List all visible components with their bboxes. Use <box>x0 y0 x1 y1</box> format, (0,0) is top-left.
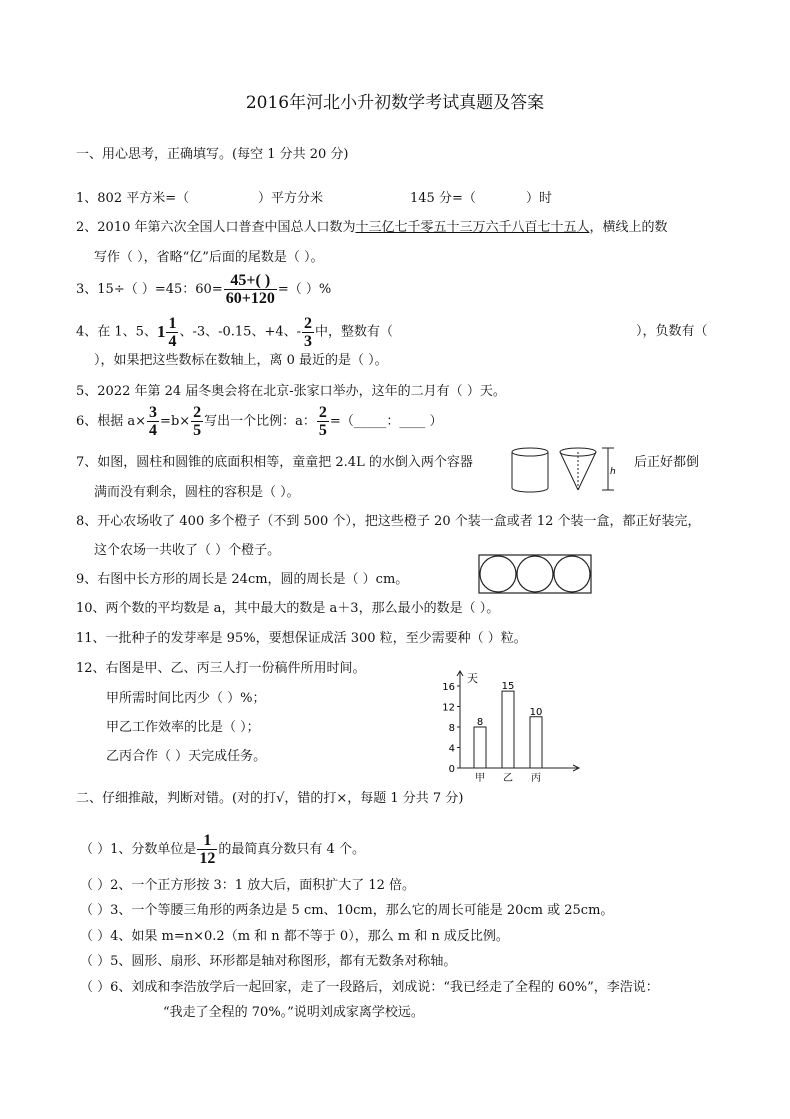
y-tick-label: 0 <box>448 764 455 775</box>
q4-text: 4、在 1、5、 <box>76 324 157 340</box>
q6-line <box>76 404 442 440</box>
j1-text: （ ）1、分数单位是 <box>80 842 197 857</box>
y-tick-label: 16 <box>442 682 455 693</box>
cone-left-edge <box>560 452 578 490</box>
q4-mixed-whole: 1 <box>156 322 166 341</box>
q4-mixed-fraction <box>166 315 178 350</box>
j1-den: 12 <box>199 850 216 867</box>
circle-2 <box>517 556 553 592</box>
bar-chart <box>438 668 588 786</box>
q6-f1-num: 3 <box>149 404 158 421</box>
q2-line2: 写作（ ），省略“亿”后面的尾数是（ ）。 <box>94 250 324 265</box>
bar-value-label: 8 <box>476 717 484 728</box>
q4-frac-num: 2 <box>304 314 313 332</box>
cylinder-top <box>512 448 548 456</box>
q8-line2: 这个农场一共收了（ ）个橙子。 <box>94 543 281 558</box>
bar-0 <box>474 727 486 768</box>
q4-line2: ），如果把这些数标在数轴上，离 0 最近的是（ ）。 <box>94 353 388 368</box>
q4-frac-den: 3 <box>304 332 313 350</box>
q2-text: 2、2010 年第六次全国人口普查中国总人口数为 <box>76 220 356 235</box>
cylinder-cone-figure <box>506 444 624 494</box>
bar-2 <box>530 717 542 768</box>
q1-part1: 1、802 平方米=（ <box>76 191 190 206</box>
q3-text: 3、15÷（ ）=45：60= <box>76 282 223 297</box>
y-tick-label: 8 <box>448 723 455 734</box>
q4-mixed-num: 1 <box>168 314 177 332</box>
q7-line1: 7、如图，圆柱和圆锥的底面积相等，童童把 2.4L 的水倒入两个容器 <box>76 455 473 470</box>
category-label: 乙 <box>503 773 513 784</box>
q2-text-end: ，横线上的数 <box>589 220 668 235</box>
y-tick-label: 12 <box>442 702 455 714</box>
q12-intro: 12、右图是甲、乙、丙三人打一份稿件所用时间。 <box>76 661 366 676</box>
q7-line1-end: 后正好都倒 <box>634 455 700 470</box>
q2-line1 <box>76 219 668 237</box>
j3: （ ）3、一个等腰三角形的两条边是 5 cm、10cm，那么它的周长可能是 20cm 或 25cm。 <box>80 903 614 918</box>
q3-fraction <box>224 272 277 307</box>
q6-fraction-2 <box>191 404 203 439</box>
q6-fraction-1 <box>147 404 159 439</box>
j4: （ ）4、如果 m=n×0.2（m 和 n 都不等于 0），那么 m 和 n 成反比例。 <box>80 929 509 944</box>
q3-line <box>76 272 331 308</box>
q6-text: 6、根据 a× <box>76 414 147 429</box>
cone-right-edge <box>578 452 596 490</box>
cylinder-bottom <box>512 488 548 492</box>
q2-underlined-number: 十三亿七千零五十三万六千八百七十五人 <box>355 220 590 235</box>
q6-f1-den: 4 <box>149 422 158 439</box>
q10: 10、两个数的平均数是 a，其中最大的数是 a＋3，那么最小的数是（ ）。 <box>76 601 500 616</box>
q3-text-end: =（ ）% <box>277 282 332 297</box>
q1-part4: ）时 <box>526 191 553 206</box>
section2-heading: 二、仔细推敲，判断对错。(对的打√，错的打×，每题 1 分共 7 分) <box>76 791 464 806</box>
q4-text-2: 、-3、-0.15、+4、- <box>179 324 302 340</box>
j6-line2: “我走了全程的 70%。”说明刘成家离学校远。 <box>163 1005 424 1020</box>
rectangle <box>479 555 591 593</box>
q4-line1 <box>76 314 393 351</box>
q3-denominator: 60+120 <box>225 290 275 307</box>
bar-value-label: 15 <box>501 681 515 693</box>
q6-fraction-3 <box>317 404 329 439</box>
category-label: 甲 <box>475 773 485 784</box>
category-label: 丙 <box>531 773 541 784</box>
bar-1 <box>502 691 514 768</box>
j2: （ ）2、一个正方形按 3：1 放大后，面积扩大了 12 倍。 <box>80 878 416 893</box>
q6-text-4: =（_____：____ ） <box>329 414 443 429</box>
q6-f2-den: 5 <box>193 422 202 439</box>
j1-text-end: 的最简真分数只有 4 个。 <box>218 842 365 857</box>
q6-f2-num: 2 <box>193 404 202 421</box>
q8-line1: 8、开心农场收了 400 多个橙子（不到 500 个），把这些橙子 20 个装一盒或者 12 个装一盒，都正好装完， <box>76 514 701 529</box>
q4-negatives: ），负数有（ <box>636 324 708 339</box>
q3-numerator: 45+( ) <box>224 272 277 290</box>
bar-value-label: 10 <box>529 706 543 718</box>
q6-f3-num: 2 <box>318 404 327 421</box>
j1 <box>80 832 365 868</box>
rectangle-circles-figure <box>478 554 594 596</box>
page-title: 2016年河北小升初数学考试真题及答案 <box>245 93 545 113</box>
q1-part2: ）平方分米 <box>258 191 324 206</box>
q12-b: 甲乙工作效率的比是（ ）； <box>106 720 260 735</box>
q5: 5、2022 年第 24 届冬奥会将在北京-张家口举办，这年的二月有（ ）天。 <box>76 384 506 399</box>
j1-num: 1 <box>197 832 217 850</box>
y-axis-label: 天 <box>467 672 478 685</box>
q4-text-3: 中，整数有（ <box>315 324 394 340</box>
q11: 11、一批种子的发芽率是 95%，要想保证成活 300 粒，至少需要种（ ）粒。 <box>76 631 527 646</box>
j1-fraction <box>197 832 217 867</box>
q12-a: 甲所需时间比丙少（ ）%； <box>106 691 266 706</box>
q9: 9、右图中长方形的周长是 24cm，圆的周长是（ ）cm。 <box>76 572 409 587</box>
circle-3 <box>554 556 590 592</box>
q6-text-2: =b× <box>160 414 191 429</box>
q6-text-3: 写出一个比例：a： <box>204 414 316 429</box>
q1-part3: 145 分=（ <box>410 191 476 206</box>
q6-f3-den: 5 <box>318 422 327 439</box>
q4-fraction <box>302 315 314 350</box>
j6-line1: （ ）6、刘成和李浩放学后一起回家，走了一段路后，刘成说：“我已经走了全程的 60%”，李浩说： <box>80 980 659 995</box>
height-label: h <box>610 467 616 477</box>
q12-c: 乙丙合作（ ）天完成任务。 <box>106 749 267 764</box>
q7-line2: 满而没有剩余，圆柱的容积是（ ）。 <box>94 485 300 500</box>
j5: （ ）5、圆形、扇形、环形都是轴对称图形，都有无数条对称轴。 <box>80 954 457 969</box>
y-tick-label: 4 <box>448 743 455 755</box>
circle-1 <box>480 556 516 592</box>
q4-mixed-den: 4 <box>168 332 177 350</box>
section1-heading: 一、用心思考，正确填写。(每空 1 分共 20 分) <box>76 147 349 162</box>
